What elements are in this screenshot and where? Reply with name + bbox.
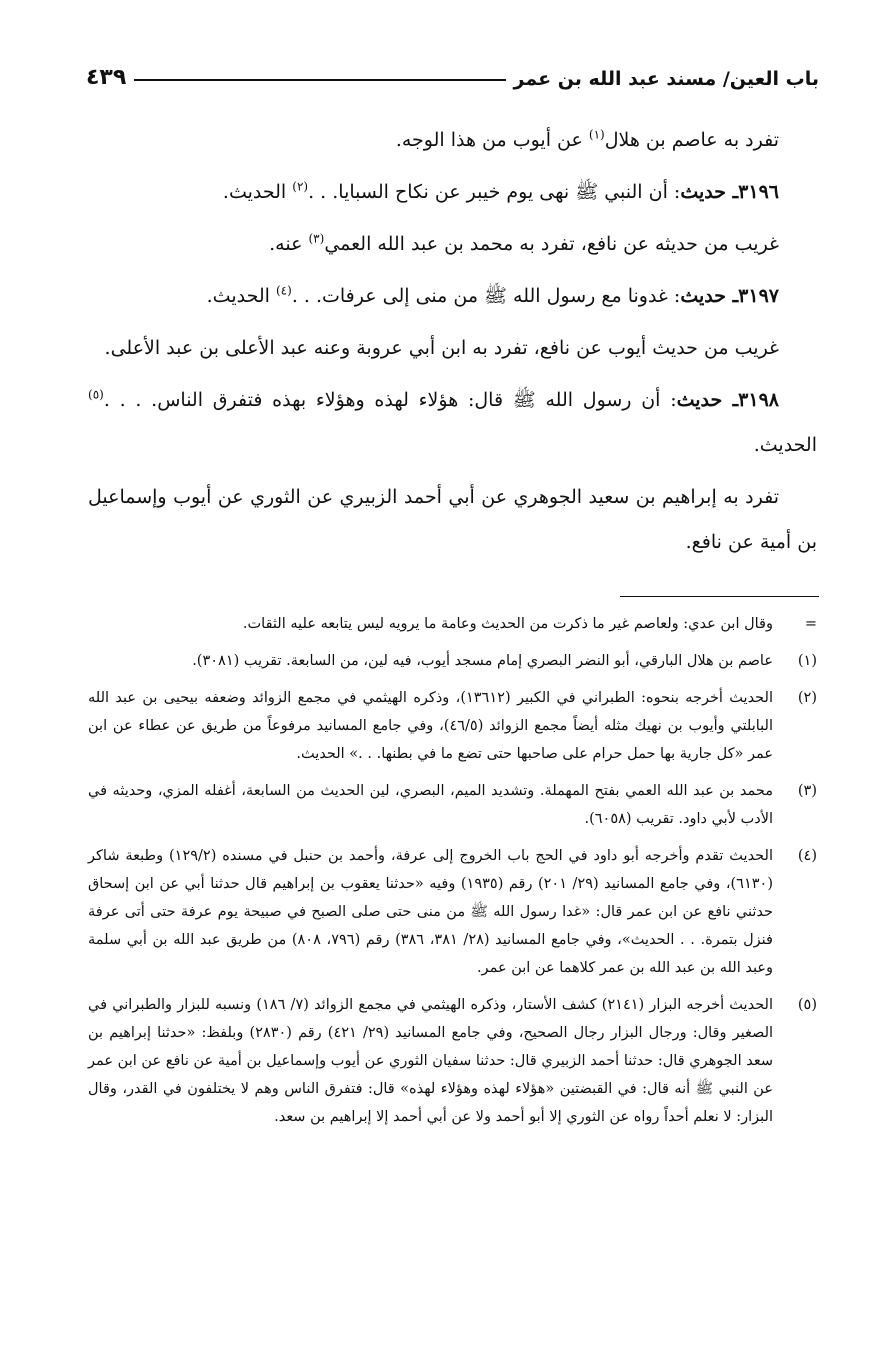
- paragraph-intro: [88, 118, 817, 163]
- footnote-mark: (٤): [797, 848, 817, 864]
- footnote-5: [88, 991, 817, 1131]
- footnote-mark: (٥): [797, 997, 817, 1013]
- chapter-title: باب العين/ مسند عبد الله بن عمر: [513, 68, 819, 90]
- footnote-text: عاصم بن هلال البارقي، أبو النضر البصري إمام مسجد أيوب، فيه لين، من السابعة. تقريب (٣٠٨١).: [192, 653, 773, 669]
- hadith-number: ٣١٩٨: [738, 389, 779, 411]
- hadith-number: ٣١٩٧: [738, 285, 779, 307]
- footnote-ref: (٣): [308, 231, 325, 246]
- hadith-3197: [88, 274, 817, 319]
- footnote-text: الحديث أخرجه البزار (٢١٤١) كشف الأستار، وذكره الهيثمي في مجمع الزوائد (٧/ ١٨٦) ونسبه للبزار والطبراني في الصغير وقال: ورجال البزار رجال الصحيح، وفي جامع المسانيد (٢٩/ ٤٢١) رقم (٢٨٣٠) وبلفظ: «حدثنا إبراهيم بن سعد الجوهري قال: حدثنا أحمد الزبيري قال: حدثنا سفيان الثوري عن أيوب وإسماعيل بن أمية عن نافع عن ابن عمر عن النبي ﷺ أنه قال: في القبضتين «هؤلاء لهذه وهؤلاء لهذه» قال: فتفرق الناس وهم لا يختلفون في القدر، وقال البزار: لا نعلم أحداً رواه عن الثوري إلا أبو أحمد ولا عن أبي أحمد إلا إبراهيم بن سعد.: [88, 997, 774, 1125]
- commentary-3197: غريب من حديث أيوب عن نافع، تفرد به ابن أبي عروبة وعنه عبد الأعلى بن عبد الأعلى.: [104, 337, 779, 359]
- hadith-label: ـ حديث: [680, 181, 739, 203]
- footnote-text: وقال ابن عدي: ولعاصم غير ما ذكرت من الحديث وعامة ما يرويه ليس يتابعه عليه الثقات.: [242, 616, 773, 632]
- text-segment: تفرد به عاصم بن هلال: [604, 129, 779, 151]
- hadith-3198: [88, 378, 817, 468]
- footnote-mark: =: [804, 616, 817, 632]
- hadith-3196: [88, 170, 817, 215]
- footnote-mark: (٣): [797, 783, 817, 799]
- footnote-ref: (٤): [275, 283, 292, 298]
- footnote-divider: [620, 596, 819, 597]
- hadith-label: ـ حديث: [676, 389, 739, 411]
- footnote-text: الحديث أخرجه بنحوه: الطبراني في الكبير (١٣٦١٢)، وذكره الهيثمي في مجمع الزوائد وضعفه بيحيى بن عبد الله البابلتي وأيوب بن نهيك مثله أيضاً مجمع الزوائد (٤٦/٥)، وفي جامع المسانيد مرفوعاً من طريق عن عطاء عن ابن عمر «كل جارية بها حمل حرام على صاحبها حتى تضع ما في بطنها. . .» الحديث.: [88, 690, 774, 762]
- text-segment: عن أيوب من هذا الوجه.: [395, 129, 589, 151]
- text-segment: غريب من حديثه عن نافع، تفرد به محمد بن عبد الله العمي: [324, 233, 779, 255]
- footnote-ref: (١): [588, 127, 605, 142]
- text-segment: عنه.: [269, 233, 309, 255]
- footnote-mark: (١): [797, 653, 817, 669]
- commentary-3198: تفرد به إبراهيم بن سعيد الجوهري عن أبي أحمد الزبيري عن الثوري عن أيوب وإسماعيل بن أمية عن نافع.: [88, 486, 817, 553]
- commentary-3196: [88, 222, 817, 267]
- footnote-4: [88, 842, 817, 982]
- hadith-text-end: الحديث.: [206, 285, 276, 307]
- footnote-continuation: [88, 610, 817, 638]
- hadith-text-end: الحديث.: [222, 181, 293, 203]
- footnote-1: [88, 647, 817, 675]
- footnote-3: [88, 777, 817, 833]
- hadith-text: : غدونا مع رسول الله ﷺ من منى إلى عرفات. . .: [291, 285, 681, 307]
- hadith-text: : أن رسول الله ﷺ قال: هؤلاء لهذه وهؤلاء بهذه فتفرق الناس. . . .: [103, 389, 677, 411]
- footnote-text: الحديث تقدم وأخرجه أبو داود في الحج باب الخروج إلى عرفة، وأحمد بن حنبل في مسنده (١٢٩/٢) وطبعة شاكر (٦١٣٠)، وفي جامع المسانيد (٢٩/ ٢٠١) رقم (١٩٣٥) وفيه «حدثنا يعقوب بن إبراهيم قال حدثنا أبي عن ابن إسحاق حدثني نافع عن ابن عمر قال: «غدا رسول الله ﷺ من منى حتى صلى الصبح في صبيحة يوم عرفة حتى أتى عرفة فنزل بتمرة. . . الحديث»، وفي جامع المسانيد (٢٨/ ٣٨١، ٣٨٦) رقم (٧٩٦، ٨٠٨) من طريق عبد الله بن أبي سلمة وعبد الله بن عبد الله بن عمر كلاهما عن ابن عمر.: [88, 848, 773, 976]
- running-header: [86, 52, 819, 90]
- footnote-ref: (٢): [292, 179, 309, 194]
- hadith-number: ٣١٩٦: [738, 181, 779, 203]
- footnotes: [88, 610, 817, 1140]
- page-number: ٤٣٩: [86, 65, 127, 90]
- hadith-text: : أن النبي ﷺ نهى يوم خيبر عن نكاح السبايا. . .: [308, 181, 681, 203]
- hadith-text-end: الحديث.: [753, 434, 817, 456]
- footnote-ref: (٥): [88, 387, 104, 402]
- footnote-text: محمد بن عبد الله العمي بفتح المهملة. وتشديد الميم، البصري، لين الحديث من السابعة، أغفله المزي، وحديثه في الأدب لأبي داود. تقريب (٦٠٥٨).: [88, 783, 773, 827]
- hadith-label: ـ حديث: [680, 285, 739, 307]
- footnote-mark: (٢): [797, 690, 817, 706]
- main-text: [88, 118, 817, 572]
- header-rule: [134, 79, 505, 81]
- footnote-2: [88, 684, 817, 768]
